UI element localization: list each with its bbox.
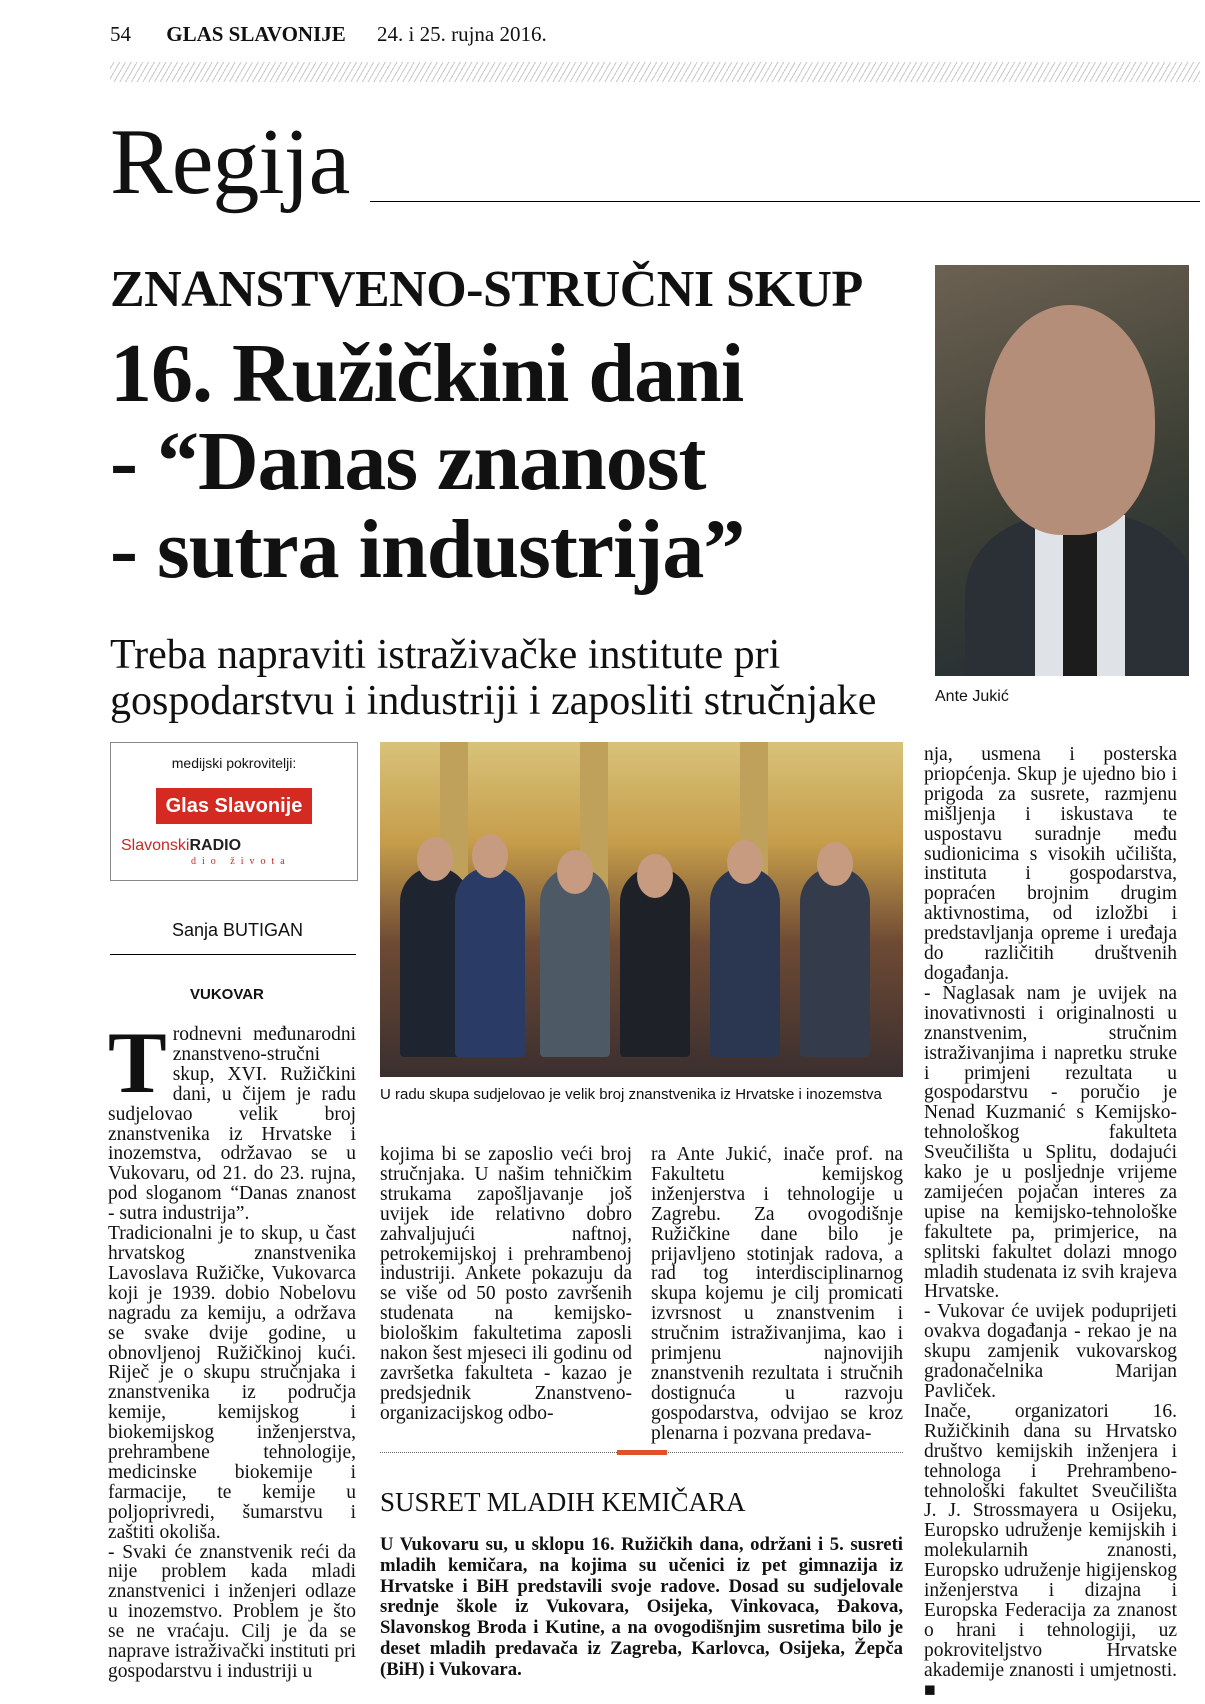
paragraph: ra Ante Jukić, inače prof. na Fakultetu kemijskog inženjerstva i tehnologije u Zagrebu. Za ovogodišnje Ružičkine dane bilo je prijavljeno stotinjak radova, a rad tog interdisciplinarnog skupa kojemu je cilj promicati izvrsnost u znanstvenim i stručnim istraživanjima, kao i primjenu najnovijih znanstvenih rezultata i stručnih dostignuća u razvoju gospodarstva, odvijao se kroz plenarna i pozvana predava- — [651, 1144, 903, 1444]
glas-slavonije-logo: Glas Slavonije — [156, 788, 312, 824]
end-mark: ■ — [924, 1679, 936, 1701]
paragraph-text: Inače, organizatori 16. Ružičkinih dana su Hrvatsko društvo kemijskih inženjera i tehnologa i Prehrambeno-tehnološki fakultet Sveučilišta J. J. Strossmayera u Osijeku, Europsko udruženje kemijskih i molekularnih znanosti, Europsko udruženje higijenskog inženjerstva i dizajna i Europska Federacija za znanost o hrani i tehnologiji, uz pokroviteljstvo Hrvatske akademije znanosti i umjetnosti. — [924, 1400, 1177, 1681]
paragraph — [924, 1402, 1177, 1701]
paragraph: Tradicionalni je to skup, u čast hrvatskog znanstvenika Lavoslava Ružičke, Vukovarca koji je 1939. dobio Nobelovu nagradu za kemiju, a održava se svake dvije godine, u obnovljenoj Ružičkinoj kući. Riječ je o skupu stručnjaka i znanstvenika iz područja kemije, kemijskog i biokemijskog inženjerstva, prehrambene tehnologije, medicinske biokemije i farmacije, te kemije u poljoprivredi, šumarstvu i zaštiti okoliša. — [108, 1223, 356, 1543]
lead-paragraph: rodnevni međunarodni znanstveno-stručni skup, XVI. Ružičkini dani, u čijem je radu sudjelovao velik broj znanstvenika iz Hrvatske i inozemstva, održavao se u Vukovaru, od 21. do 23. rujna, pod sloganom “Danas znanost - sutra industrija”. — [108, 1024, 356, 1225]
article-kicker: ZNANSTVENO-STRUČNI SKUP — [110, 261, 863, 318]
photo-head — [637, 854, 673, 898]
section-title: Regija — [110, 110, 350, 214]
portrait-tie — [1063, 530, 1097, 676]
body-column-4 — [924, 745, 1177, 1701]
byline-rule — [110, 954, 356, 955]
photo-person — [540, 867, 610, 1057]
paragraph: nja, usmena i posterska priopćenja. Skup je ujedno bio i prigoda za susrete, razmjenu mišljenja i iskustava te uspostavu suradnje među sudionicima s visokih učilišta, instituta i gospodarstva, popraćen brojnim drugim aktivnostima, od izložbi i predstavljanja opreme i uređaja do različitih društvenih događanja. — [924, 744, 1177, 984]
portrait-caption: Ante Jukić — [935, 688, 1009, 705]
sidebar-box-text: U Vukovaru su, u sklopu 16. Ružičkih dana, održani i 5. susreti mladih kemičara, na kojima su učenici iz pet gimnazija iz Hrvatske i BiH predstavili svoje radove. Dosad su sudjelovale srednje škole iz Vukovara, Osijeka, Vinkovaca, Đakova, Slavonskog Broda i Kutine, a na ovogodišnjim susretima bilo je deset mladih predavača iz Zagreba, Karlovca, Osijeka, Žepča (BiH) i Vukovara. — [380, 1534, 903, 1680]
author-byline: Sanja BUTIGAN — [172, 920, 304, 940]
body-column-3 — [651, 1145, 903, 1444]
box-accent-mark — [617, 1450, 667, 1455]
paragraph: - Naglasak nam je uvijek na inovativnosti i originalnosti u znanstvenim, stručnim istraživanjima i napretku struke i primjeni rezultata u gospodarstvu - poručio je Nenad Kuzmanić s Kemijsko-tehnološkog fakulteta Sveučilišta u Splitu, dodajući kako je u posljednje vrijeme zamijećen pojačan interes za upise na kemijsko-tehnološke fakultete pa, primjerice, na splitski fakultet dolazi mnogo mladih studenata iz svih krajeva Hrvatske. — [924, 982, 1177, 1303]
paragraph: kojima bi se zaposlio veći broj stručnjaka. U našim tehničkim strukama zapošljavanje još uvijek ide relativno dobro zahvaljujući naftnoj, petrokemijskoj i prehrambenoj industriji. Ankete pokazuju da se više od 50 posto završenih studenata na kemijsko-biološkim fakultetima zaposli nakon šest mjeseci ili godinu od završetka fakulteta - kazao je predsjednik Znanstveno-organizacijskog odbo- — [380, 1144, 632, 1424]
radio-logo-tagline: dio života — [191, 856, 291, 867]
article-headline — [110, 327, 745, 596]
portrait-photo — [935, 265, 1189, 676]
paragraph: - Vukovar će uvijek poduprijeti ovakva događanja - rekao je na skupu zamjenik vukovarskog gradonačelnika Marijan Pavliček. — [924, 1301, 1177, 1402]
body-column-2 — [380, 1145, 632, 1424]
photo-head — [817, 842, 853, 886]
photo-head — [727, 840, 763, 884]
page-number: 54 — [110, 22, 131, 46]
slavonski-radio-logo — [121, 837, 241, 855]
photo-person — [800, 867, 870, 1057]
sidebar-box-title: SUSRET MLADIH KEMIČARA — [380, 1487, 746, 1517]
article-subhead: Treba napraviti istraživačke institute pri gospodarstvu i industriji i zaposliti stručnjake — [110, 632, 877, 724]
body-column-1 — [108, 1015, 356, 1682]
paper-name: GLAS SLAVONIJE — [166, 22, 346, 46]
issue-date: 24. i 25. rujna 2016. — [377, 22, 547, 46]
photo-person — [455, 867, 525, 1057]
radio-logo-part-a: Slavonski — [121, 837, 190, 854]
sponsor-label: medijski pokrovitelji: — [171, 755, 297, 771]
headline-line-3: - sutra industrija” — [110, 503, 745, 596]
headline-line-1: 16. Ružičkini dani — [110, 327, 744, 420]
header-hatch-divider — [110, 62, 1200, 82]
photo-head — [557, 850, 593, 894]
dateline: VUKOVAR — [190, 986, 264, 1003]
event-photo — [380, 742, 903, 1077]
radio-logo-part-b: RADIO — [189, 837, 242, 854]
photo-person — [710, 867, 780, 1057]
paragraph: - Svaki će znanstvenik reći da nije problem kada mladi znanstvenici i inženjeri odlaze u inozemstvo. Problem je što se ne vraćaju. Cilj je da se naprave istraživački instituti pri gospodarstvu i industriji u — [108, 1541, 356, 1682]
event-photo-caption: U radu skupa sudjelovao je velik broj znanstvenika iz Hrvatske i inozemstva — [380, 1086, 882, 1103]
headline-line-2: - “Danas znanost — [110, 415, 706, 508]
portrait-face — [985, 305, 1155, 535]
photo-head — [417, 837, 453, 881]
photo-head — [472, 834, 508, 878]
section-rule — [370, 201, 1200, 202]
page-header — [110, 22, 547, 47]
media-sponsor-box — [110, 742, 358, 881]
drop-cap: T — [108, 1015, 167, 1112]
